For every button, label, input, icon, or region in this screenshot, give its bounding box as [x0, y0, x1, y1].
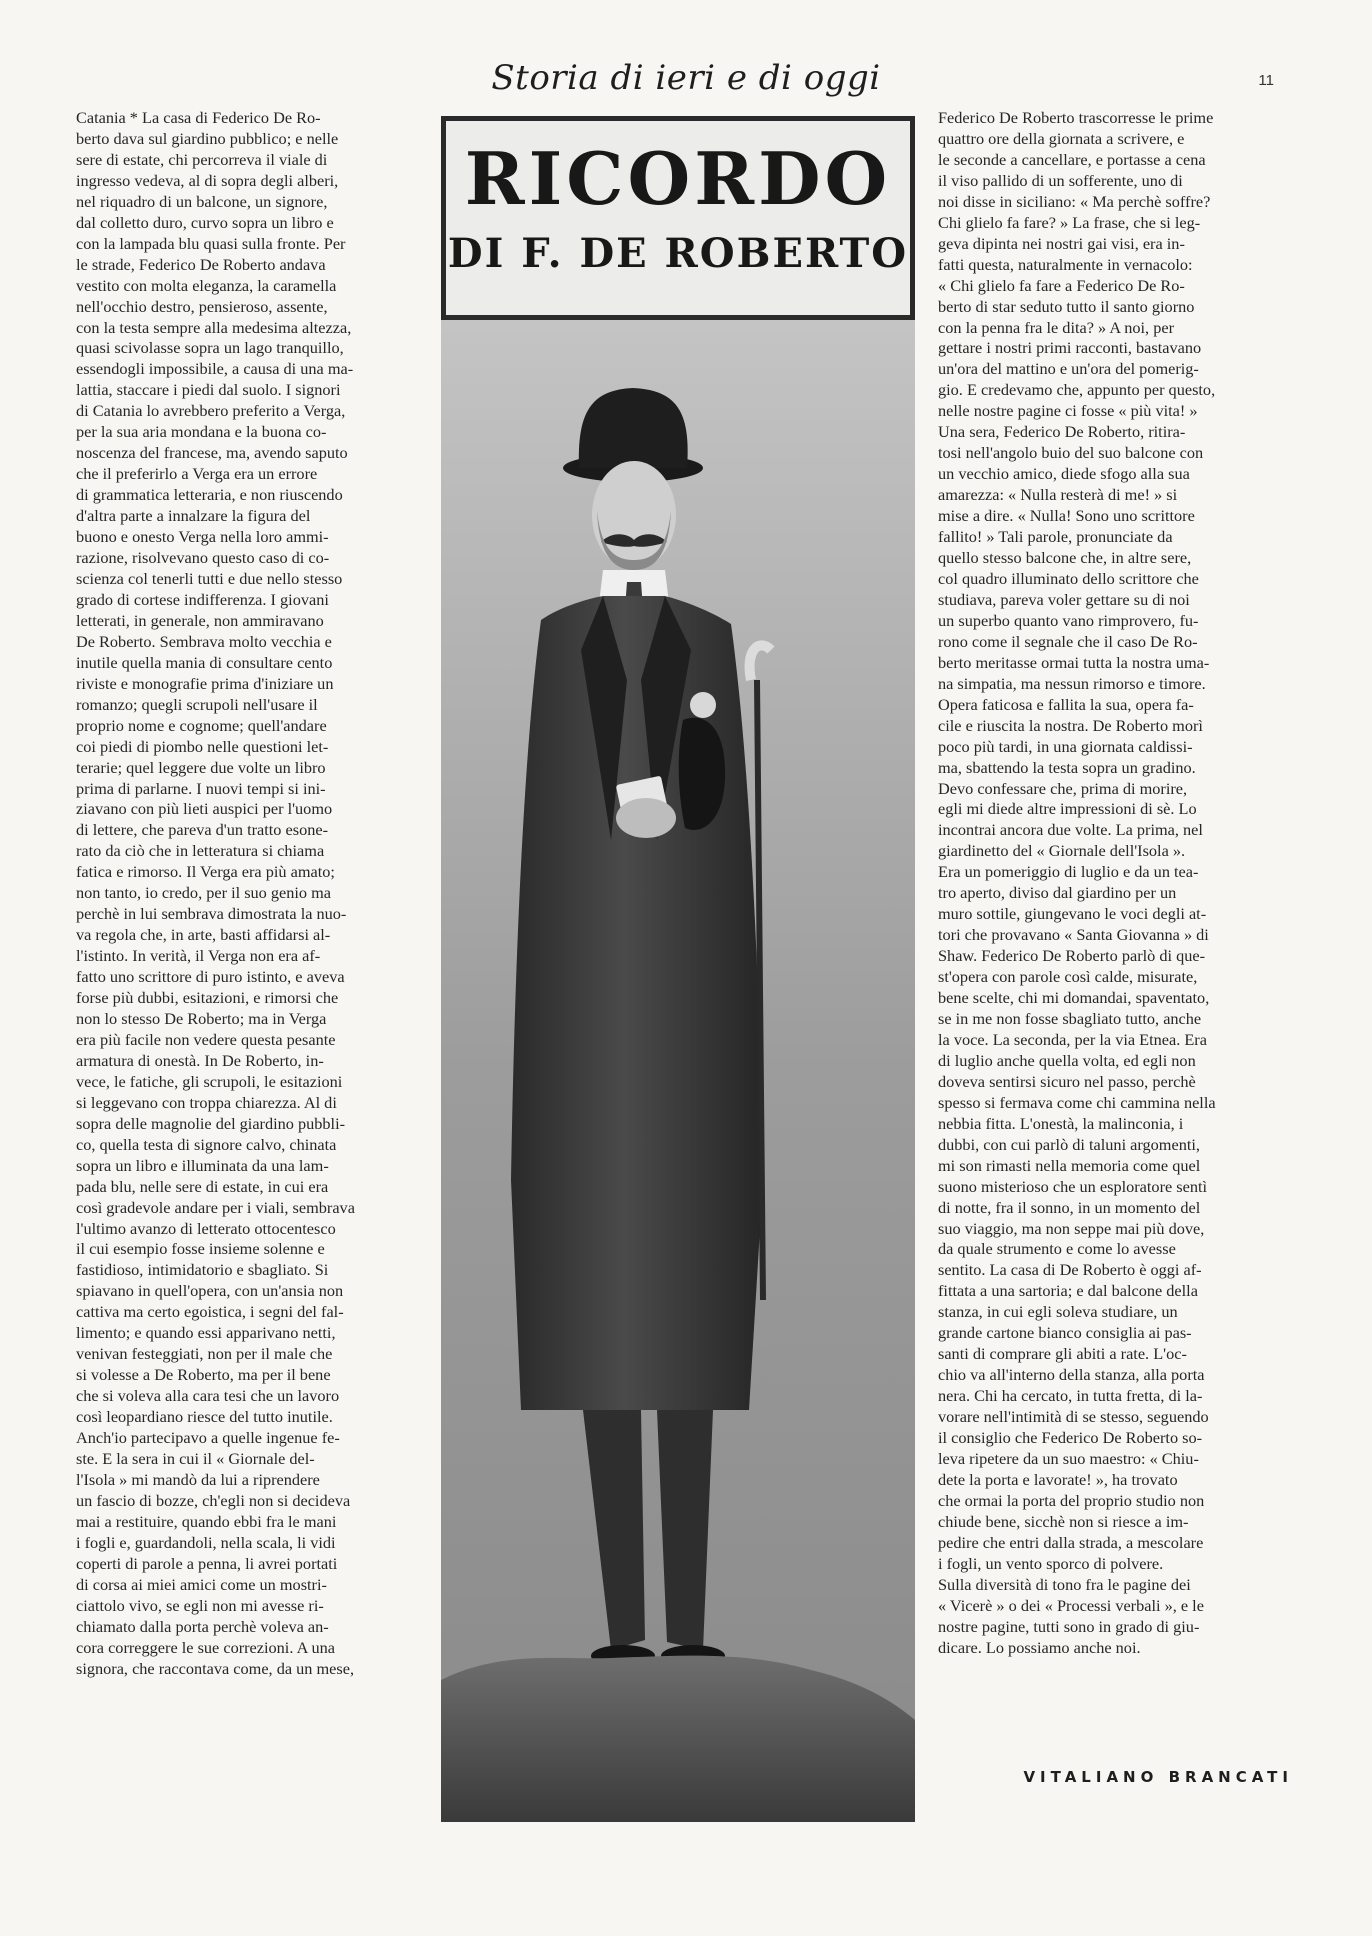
overcoat [511, 596, 763, 1410]
hands [616, 798, 676, 838]
photo-panel [441, 116, 915, 1822]
article-title: RICORDO [464, 136, 892, 221]
author-signature: VITALIANO BRANCATI [1023, 1768, 1293, 1786]
face [592, 461, 676, 569]
boutonniere [690, 692, 716, 718]
page-number: 11 [1258, 72, 1274, 89]
rock-base [441, 1656, 915, 1822]
masthead: Storia di ieri e di oggi [491, 58, 881, 98]
title-box [441, 116, 915, 320]
article-left-column: Catania * La casa di Federico De Ro- berto dava sul giardino pubblico; e nelle sere di estate, chi percorreva il viale di ingresso vedeva, al di sopra degli alberi, nel riquadro di un balcone, un signore, dal colletto duro, curvo sopra un libro e con la lampada blu quasi sulla fronte. Per le strade, Federico De Roberto andava vestito con molta eleganza, la caramella nell'occhio destro, pensieroso, assente, con la testa sempre alla medesima altezza, quasi scivolasse sopra un lago tranquillo, essendogli impossibile, a causa di una ma- lattia, staccare i piedi dal suolo. I signori di Catania lo avrebbero preferito a Verga, per la sua aria mondana e la buona co- noscenza del francese, ma, avendo saputo che il preferirlo a Verga era un errore di grammatica letteraria, e non riuscendo d'altra parte a innalzare la figura del buono e onesto Verga nella loro ammi- razione, risolvevano questo caso di co- scienza col tenerli tutti e due nello stesso grado di cortese indifferenza. I giovani letterati, in generale, non ammiravano De Roberto. Sembrava molto vecchia e inutile quella mania di consultare cento riviste e monografie prima d'iniziare un romanzo; quegli scrupoli nell'usare il proprio nome e cognome; quell'andare coi piedi di piombo nelle questioni let- terarie; quel leggere due volte un libro prima di parlarne. I nuovi tempi si ini- ziavano con più lieti auspici per l'uomo di lettere, che pareva d'un tratto esone- rato da ciò che in letteratura si chiama fatica e rimorso. Il Verga era più amato; non tanto, io credo, per il suo genio ma perchè in lui sembrava dimostrata la nuo- va regola che, in arte, basti affidarsi al- l'istinto. In verità, il Verga non era af- fatto uno scrittore di puro istinto, e aveva forse più dubbi, esitazioni, e rimorsi che non lo stesso De Roberto; ma in Verga era più facile non vedere questa pesante armatura di onestà. In De Roberto, in- vece, le fatiche, gli scrupoli, le esitazioni si leggevano con troppa chiarezza. Al di sopra delle magnolie del giardino pubbli- co, quella testa di signore calvo, chinata sopra un libro e illuminata da una lam- pada blu, nelle sere di estate, in cui era così gradevole andare per i viali, sembrava l'ultimo avanzo di letterato ottocentesco il cui esempio fosse insieme solenne e fastidioso, intimidatorio e sbagliato. Si spiavano in quell'opera, con un'ansia non cattiva ma certo egoistica, i segni del fal- limento; e quando essi apparivano netti, venivan festeggiati, non per il male che si volesse a De Roberto, ma per il bene che si voleva alla cara tesi che un lavoro così leopardiano riesce del tutto inutile. Anch'io partecipavo a quelle ingenue fe- ste. E la sera in cui il « Giornale del- l'Isola » mi mandò da lui a riprendere un fascio di bozze, ch'egli non si decideva mai a restituire, quando ebbi fra le mani i fogli e, guardandoli, nella scala, li vidi coperti di parole a penna, li avrei portati di corsa ai miei amici come un mostri- ciattolo vivo, se egli non mi avesse ri- chiamato dalla porta perchè voleva an- cora correggere le sue correzioni. A una signora, che raccontava come, da un mese, [76, 108, 355, 1678]
article-subtitle: DI F. DE ROBERTO [447, 230, 909, 277]
portrait-photo [441, 320, 915, 1822]
article-right-column: Federico De Roberto trascorresse le prime quattro ore della giornata a scrivere, e le seconde a cancellare, e portasse a cena il viso pallido di un sofferente, uno di noi disse in siciliano: « Ma perchè soffre? Chi glielo fa fare? » La frase, che si leg- geva dipinta nei nostri gai visi, era in- fatti questa, naturalmente in vernacolo: « Chi glielo fa fare a Federico De Ro- berto di star seduto tutto il santo giorno con la penna fra le dita? » A noi, per gettare i nostri primi racconti, bastavano un'ora del mattino e un'ora del pomerig- gio. E credevamo che, appunto per questo, nelle nostre pagine ci fosse « più vita! » Una sera, Federico De Roberto, ritira- tosi nell'angolo buio del suo balcone con un vecchio amico, diede sfogo alla sua amarezza: « Nulla resterà di me! » si mise a dire. « Nulla! Sono uno scrittore fallito! » Tali parole, pronunciate da quello stesso balcone che, in altre sere, col quadro illuminato dello scrittore che studiava, pareva voler gettare su di noi un superbo quanto vano rimprovero, fu- rono come il segnale che il caso De Ro- berto meritasse ormai tutta la nostra uma- na simpatia, ma nessun rimorso e timore. Opera faticosa e fallita la sua, opera fa- cile e riuscita la nostra. De Roberto morì poco più tardi, in una giornata caldissi- ma, sbattendo la testa sopra un gradino. Devo confessare che, prima di morire, egli mi diede altre impressioni di sè. Lo incontrai ancora due volte. La prima, nel giardinetto del « Giornale dell'Isola ». Era un pomeriggio di luglio e da un tea- tro aperto, diviso dal giardino per un muro sottile, giungevano le voci degli at- tori che provavano « Santa Giovanna » di Shaw. Federico De Roberto parlò di que- st'opera con parole così calde, misurate, bene scelte, chi mi domandai, spaventato, se in me non fosse sbagliato tutto, anche la voce. La seconda, per la via Etnea. Era di luglio anche quella volta, ed egli non doveva sentirsi sicuro nel passo, perchè spesso si fermava come chi cammina nella nebbia fitta. L'onestà, la malinconia, i dubbi, con cui parlò di taluni argomenti, mi son rimasti nella memoria come quel suono misterioso che un esploratore sentì di notte, fra il sonno, in un momento del suo viaggio, ma non seppe mai più dove, da quale strumento e come lo avesse sentito. La casa di De Roberto è oggi af- fittata a una sartoria; e dal balcone della stanza, in cui egli soleva studiare, un grande cartone bianco consiglia ai pas- santi di comprare gli abiti a rate. L'oc- chio va all'interno della stanza, alla porta nera. Chi ha cercato, in tutta fretta, di la- vorare nell'intimità di se stesso, seguendo il consiglio che Federico De Roberto so- leva ripetere da un suo maestro: « Chiu- dete la porta e lavorate! », ha trovato che ormai la porta del proprio studio non chiude bene, sicchè non si riesce a im- pedire che entri dalla strada, a mescolare i fogli, un vento sporco di polvere. Sulla diversità di tono fra le pagine dei « Vicerè » o dei « Processi verbali », e le nostre pagine, tutti sono in grado di giu- dicare. Lo possiamo anche noi. [938, 108, 1216, 1657]
